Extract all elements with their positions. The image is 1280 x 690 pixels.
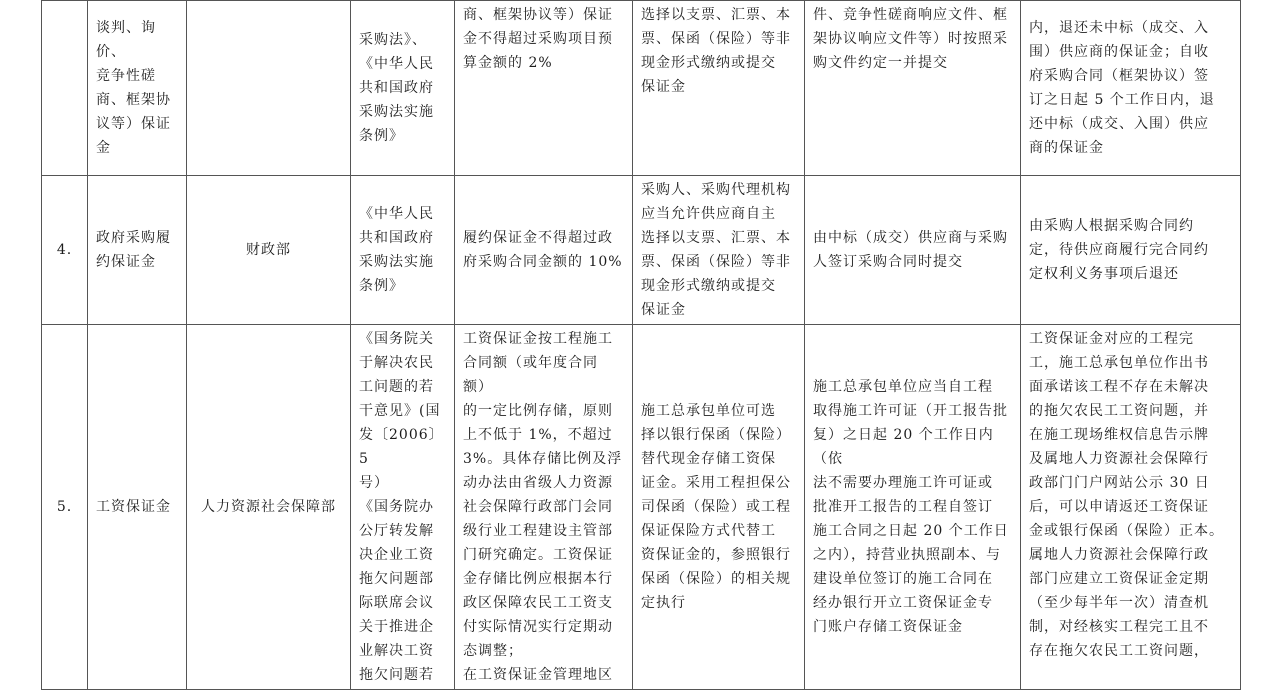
row-number: 5. [42,325,88,690]
collection-standard: 履约保证金不得超过政 府采购合同金额的 10% [455,176,633,325]
payment-timing: 件、竞争性磋商响应文件、框 架协议响应文件等）时按照采 购文件约定一并提交 [805,1,1021,176]
deposit-name: 工资保证金 [88,325,187,690]
margin-table [41,0,1241,690]
deposit-name: 谈判、询价、 竞争性磋 商、框架协 议等）保证 金 [88,1,187,176]
payment-form: 选择以支票、汇票、本 票、保函（保险）等非 现金形式缴纳或提交 保证金 [633,1,805,176]
payment-timing: 由中标（成交）供应商与采购 人签订采购合同时提交 [805,176,1021,325]
row-number [42,1,88,176]
legal-basis: 《国务院关 于解决农民 工问题的若 干意见》(国 发〔2006〕5 号） 《国务院办 公厅转发解 决企业工资 拖欠问题部 际联席会议 关于推进企 业解决工资 拖欠问题若 [351,325,455,690]
payment-form: 施工总承包单位可选 择以银行保函（保险） 替代现金存储工资保 证金。采用工程担保公 司保函（保险）或工程 保证保险方式代替工 资保证金的，参照银行 保函（保险）的相关规 定执行 [633,325,805,690]
refund-rule: 内，退还未中标（成交、入 围）供应商的保证金；自收 府采购合同（框架协议）签 订之日起 5 个工作日内，退 还中标（成交、入围）供应 商的保证金 [1021,1,1241,176]
deposit-name: 政府采购履 约保证金 [88,176,187,325]
payment-form: 采购人、采购代理机构 应当允许供应商自主 选择以支票、汇票、本 票、保函（保险）等非 现金形式缴纳或提交 保证金 [633,176,805,325]
payment-timing: 施工总承包单位应当自工程 取得施工许可证（开工报告批 复）之日起 20 个工作日内（依 法不需要办理施工许可证或 批准开工报告的工程自签订 施工合同之日起 20 个工作日 之内），持营业执照副本、与 建设单位签订的施工合同在 经办银行开立工资保证金专 门账户存储工资保证金 [805,325,1021,690]
refund-rule: 由采购人根据采购合同约 定，待供应商履行完合同约 定权利义务事项后退还 [1021,176,1241,325]
legal-basis: 《中华人民 共和国政府 采购法实施 条例》 [351,176,455,325]
table-row [42,325,1241,690]
department: 人力资源社会保障部 [187,325,351,690]
department: 财政部 [187,176,351,325]
row-number: 4. [42,176,88,325]
table-row [42,1,1241,176]
refund-rule: 工资保证金对应的工程完 工，施工总承包单位作出书 面承诺该工程不存在未解决 的拖欠农民工工资问题，并 在施工现场维权信息告示牌 及属地人力资源社会保障行 政部门门户网站公示 30 日 后，可以申请返还工资保证 金或银行保函（保险）正本。 属地人力资源社会保障行政 部门应建立工资保证金定期 （至少每半年一次）清查机 制，对经核实工程完工且不 存在拖欠农民工工资问题， [1021,325,1241,690]
department [187,1,351,176]
table-row [42,176,1241,325]
legal-basis: 采购法》、 《中华人民 共和国政府 采购法实施 条例》 [351,1,455,176]
collection-standard: 工资保证金按工程施工 合同额（或年度合同额） 的一定比例存储，原则 上不低于 1%，不超过 3%。具体存储比例及浮 动办法由省级人力资源 社会保障行政部门会同 级行业工程建设主管部 门研究确定。工资保证 金存储比例应根据本行 政区保障农民工工资支 付实际情况实行定期动 态调整； 在工资保证金管理地区 [455,325,633,690]
collection-standard: 商、框架协议等）保证 金不得超过采购项目预 算金额的 2% [455,1,633,176]
